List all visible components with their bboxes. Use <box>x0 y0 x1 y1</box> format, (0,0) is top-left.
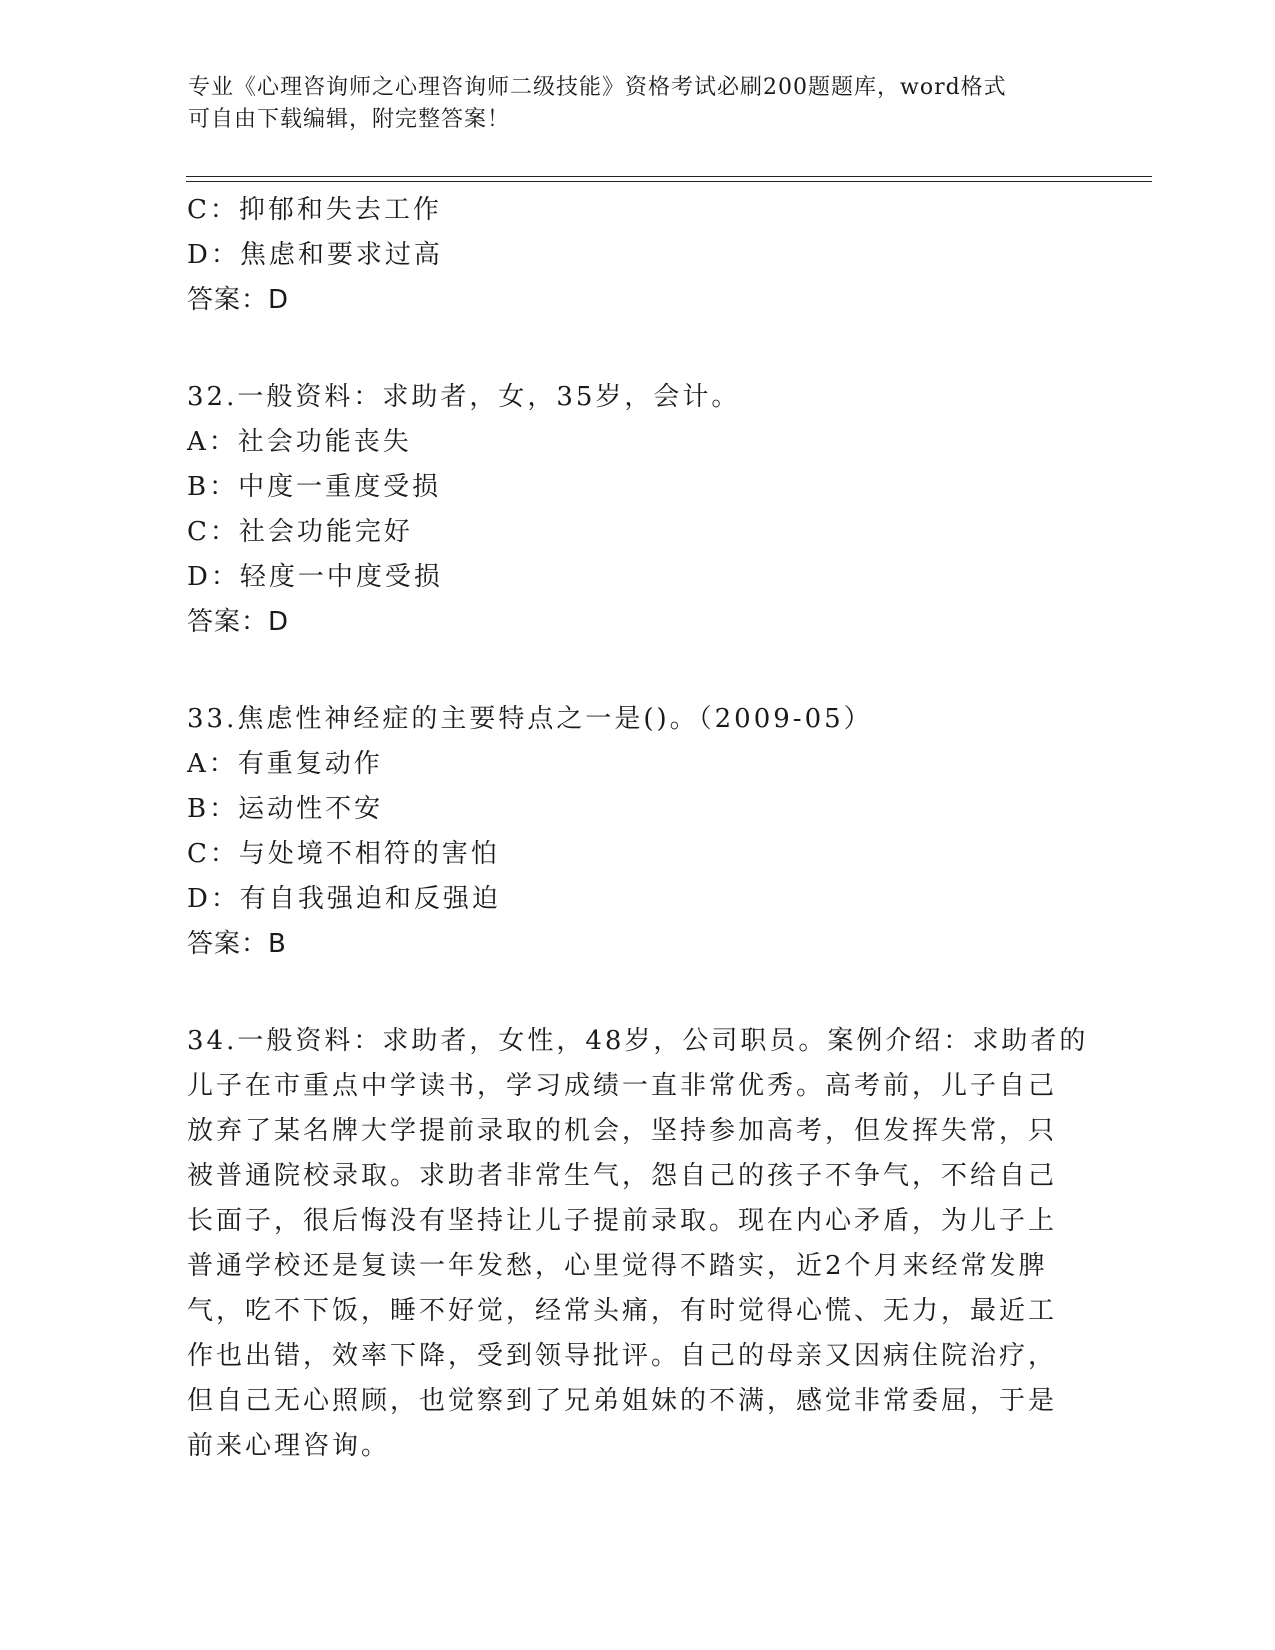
header-rule-top <box>186 176 1152 177</box>
question-stem: 33.焦虑性神经症的主要特点之一是()。（2009-05） <box>187 704 873 734</box>
question-34-line: 儿子在市重点中学读书，学习成绩一直非常优秀。高考前，儿子自己 <box>187 1071 1058 1101</box>
question-34-line: 34.一般资料：求助者，女性，48岁，公司职员。案例介绍：求助者的 <box>187 1026 1089 1056</box>
document-body <box>187 188 1087 1469</box>
option-b: B：运动性不安 <box>187 794 384 824</box>
option-d: D：有自我强迫和反强迫 <box>187 884 501 914</box>
document-header <box>188 72 1068 136</box>
question-34-line: 但自己无心照顾，也觉察到了兄弟姐妹的不满，感觉非常委屈，于是 <box>187 1386 1058 1416</box>
question-34-line: 放弃了某名牌大学提前录取的机会，坚持参加高考，但发挥失常，只 <box>187 1116 1058 1146</box>
option-d: D：焦虑和要求过高 <box>187 240 443 270</box>
answer-line: 答案：D <box>187 607 290 637</box>
option-c: C：抑郁和失去工作 <box>187 195 442 225</box>
header-line-2: 可自由下载编辑，附完整答案！ <box>188 107 511 132</box>
option-c: C：社会功能完好 <box>187 517 413 547</box>
question-34-line: 长面子，很后悔没有坚持让儿子提前录取。现在内心矛盾，为儿子上 <box>187 1206 1058 1236</box>
option-a: A：有重复动作 <box>187 749 383 779</box>
option-a: A：社会功能丧失 <box>187 427 412 457</box>
question-34-line: 作也出错，效率下降，受到领导批评。自己的母亲又因病住院治疗， <box>187 1341 1058 1371</box>
option-d: D：轻度一中度受损 <box>187 562 443 592</box>
answer-line: 答案：B <box>187 929 287 959</box>
question-34-line: 气，吃不下饭，睡不好觉，经常头痛，有时觉得心慌、无力，最近工 <box>187 1296 1058 1326</box>
question-32 <box>187 375 1087 645</box>
option-b: B：中度一重度受损 <box>187 472 442 502</box>
header-rule-bottom <box>186 181 1152 182</box>
question-stem: 32.一般资料：求助者，女，35岁，会计。 <box>187 382 741 412</box>
question-33 <box>187 697 1087 967</box>
question-34-line: 前来心理咨询。 <box>187 1431 391 1461</box>
option-c: C：与处境不相符的害怕 <box>187 839 500 869</box>
answer-line: 答案：D <box>187 285 290 315</box>
question-34-line: 普通学校还是复读一年发愁，心里觉得不踏实，近2个月来经常发脾 <box>187 1251 1048 1281</box>
header-line-1: 专业《心理咨询师之心理咨询师二级技能》资格考试必刷200题题库，word格式 <box>188 75 1007 100</box>
question-34 <box>187 1019 1089 1469</box>
question-34-line: 被普通院校录取。求助者非常生气，怨自己的孩子不争气，不给自己 <box>187 1161 1058 1191</box>
prev-question <box>187 188 1087 323</box>
